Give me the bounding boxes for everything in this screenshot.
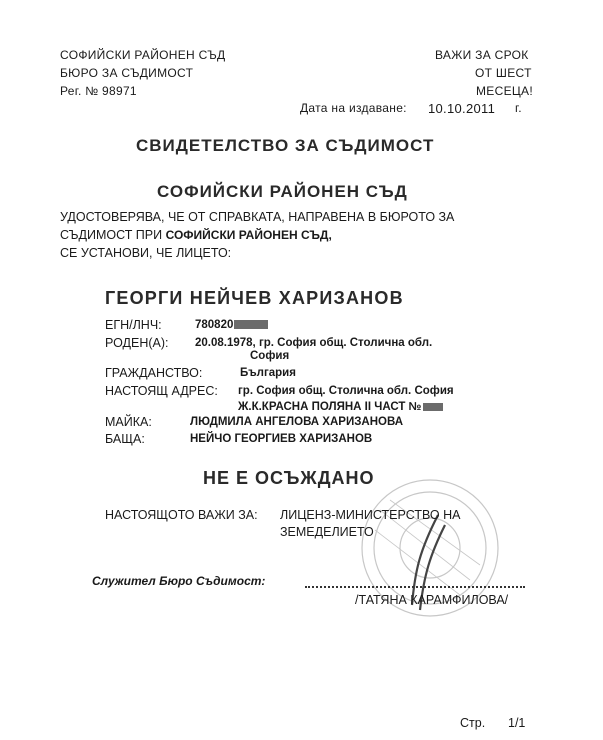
valid-for-line1: ЛИЦЕНЗ-МИНИСТЕРСТВО НА bbox=[280, 508, 461, 522]
valid-for-label: НАСТОЯЩОТО ВАЖИ ЗА: bbox=[105, 508, 258, 522]
address-line2: Ж.К.КРАСНА ПОЛЯНА II ЧАСТ № bbox=[238, 401, 443, 413]
certifies-line3: СЕ УСТАНОВИ, ЧЕ ЛИЦЕТО: bbox=[60, 246, 232, 260]
born-value-line2: София bbox=[250, 350, 290, 362]
certifies-line1: УДОСТОВЕРЯВА, ЧЕ ОТ СПРАВКАТА, НАПРАВЕНА В БЮРОТО ЗА bbox=[60, 210, 455, 224]
egn-label: ЕГН/ЛНЧ: bbox=[105, 318, 162, 332]
issue-date-suffix: г. bbox=[515, 101, 522, 115]
issue-date-value: 10.10.2011 bbox=[428, 101, 496, 116]
validity-note-line2: ОТ ШЕСТ bbox=[475, 66, 532, 80]
egn-value: 780820 bbox=[195, 319, 268, 331]
validity-note-line3: МЕСЕЦА! bbox=[476, 84, 533, 98]
document-title: СВИДЕТЕЛСТВО ЗА СЪДИМОСТ bbox=[136, 136, 435, 155]
issuing-court: СОФИЙСКИ РАЙОНЕН СЪД bbox=[157, 182, 408, 201]
issue-date-label: Дата на издаване: bbox=[300, 101, 407, 115]
mother-label: МАЙКА: bbox=[105, 415, 152, 429]
signature-line bbox=[305, 586, 525, 588]
signature-label: Служител Бюро Съдимост: bbox=[92, 574, 266, 588]
certifies-line2: СЪДИМОСТ ПРИ СОФИЙСКИ РАЙОНЕН СЪД, bbox=[60, 228, 332, 242]
validity-note-line1: ВАЖИ ЗА СРОК bbox=[435, 48, 529, 62]
mother-value: ЛЮДМИЛА АНГЕЛОВА ХАРИЗАНОВА bbox=[190, 416, 404, 428]
signatory-name: /ТАТЯНА КАРАМФИЛОВА/ bbox=[355, 593, 509, 607]
born-label: РОДЕН(А): bbox=[105, 336, 169, 350]
born-value-line1: 20.08.1978, гр. София общ. Столична обл. bbox=[195, 337, 433, 349]
page-label: Стр. bbox=[460, 716, 486, 730]
conviction-status: НЕ Е ОСЪЖДАНО bbox=[203, 468, 375, 488]
address-label: НАСТОЯЩ АДРЕС: bbox=[105, 384, 218, 398]
citizenship-label: ГРАЖДАНСТВО: bbox=[105, 366, 203, 380]
address-line1: гр. София общ. Столична обл. София bbox=[238, 385, 454, 397]
father-value: НЕЙЧО ГЕОРГИЕВ ХАРИЗАНОВ bbox=[190, 433, 373, 445]
address-redaction bbox=[423, 403, 443, 411]
person-name: ГЕОРГИ НЕЙЧЕВ ХАРИЗАНОВ bbox=[105, 288, 404, 308]
court-name: СОФИЙСКИ РАЙОНЕН СЪД bbox=[60, 48, 226, 62]
valid-for-line2: ЗЕМЕДЕЛИЕТО bbox=[280, 525, 374, 539]
certifies-court: СОФИЙСКИ РАЙОНЕН СЪД, bbox=[165, 228, 332, 242]
egn-redaction bbox=[234, 320, 268, 329]
page-number: 1/1 bbox=[508, 716, 526, 730]
citizenship-value: България bbox=[240, 367, 296, 379]
bureau-name: БЮРО ЗА СЪДИМОСТ bbox=[60, 66, 194, 80]
registration-number: Рег. № 98971 bbox=[60, 84, 137, 98]
father-label: БАЩА: bbox=[105, 432, 145, 446]
